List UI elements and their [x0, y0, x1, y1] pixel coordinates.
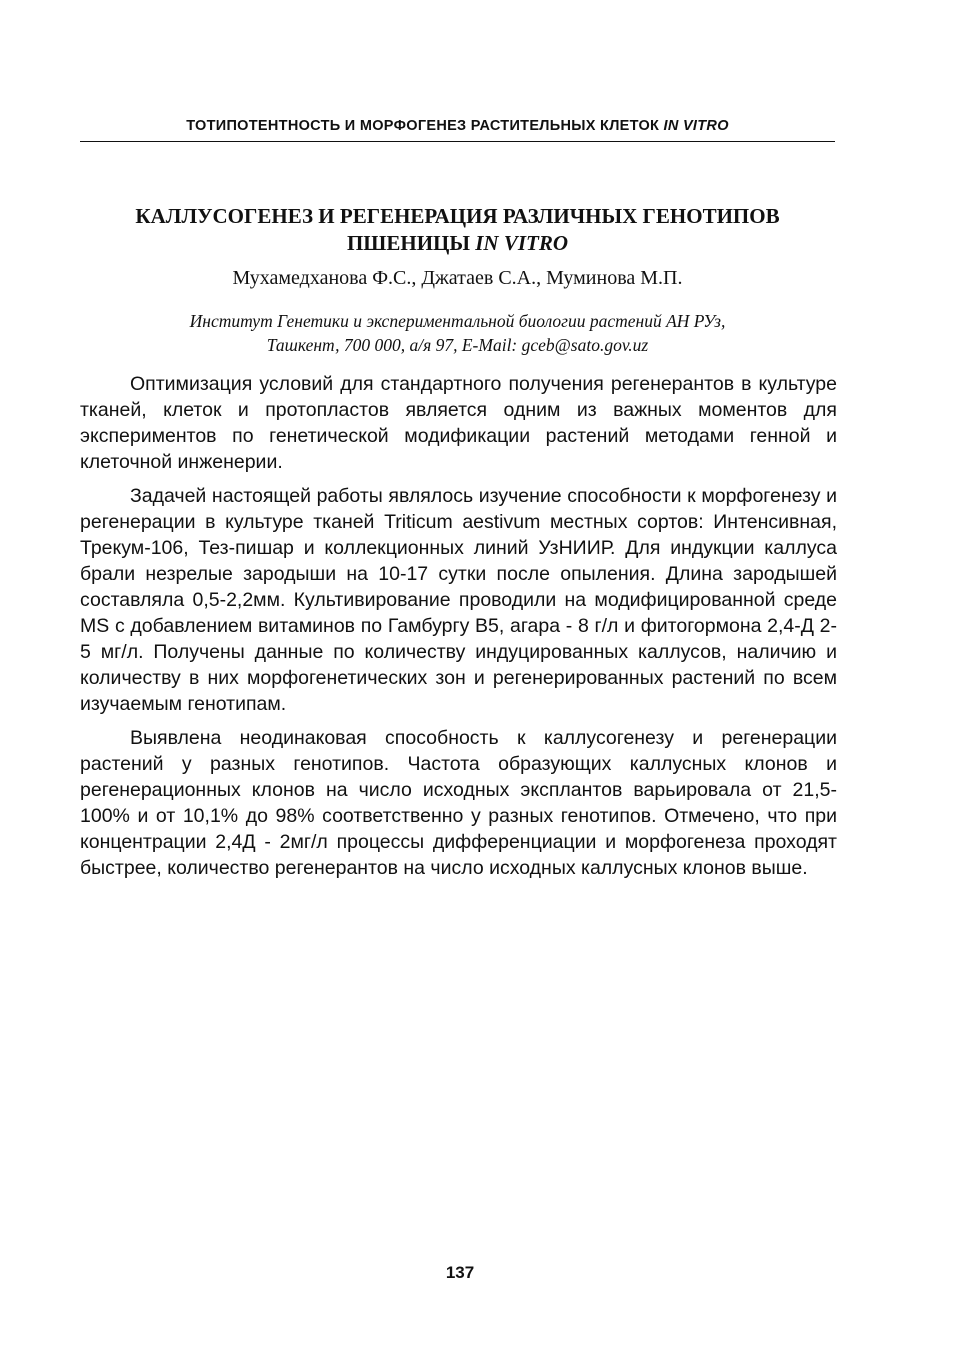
- header-rule: [80, 141, 835, 142]
- article-title: [80, 203, 835, 257]
- affiliation-line-2: Ташкент, 700 000, а/я 97, E-Mail: gceb@sato.gov.uz: [266, 335, 649, 355]
- title-italic: IN VITRO: [475, 231, 569, 255]
- paragraph-1: Оптимизация условий для стандартного получения регенерантов в культуре тканей, клеток и протопластов является одним из важных моментов для экспериментов по генетической модификации растений методами генной и клеточной инженерии.: [80, 373, 837, 473]
- running-header: [80, 118, 835, 134]
- affiliation: [80, 309, 835, 357]
- paragraph-3: Выявлена неодинаковая способность к каллусогенезу и регенерации растений у разных генотипов. Частота образующих каллусных клонов и регенерационных клонов на число исходных эксплантов варьировала от 21,5-100% и от 10,1% до 98% соответственно у разных генотипов. Отмечено, что при концентрации 2,4Д - 2мг/л процессы дифференциации и морфогенеза проходят быстрее, количество регенерантов на число исходных каллусных клонов выше.: [80, 727, 837, 879]
- title-line-2: [80, 230, 835, 257]
- affiliation-line-1: Институт Генетики и экспериментальной биологии растений АН РУз,: [189, 311, 726, 331]
- title-line-2-text: ПШЕНИЦЫ: [346, 231, 470, 255]
- page-number: 137: [445, 1263, 475, 1282]
- authors: Мухамедханова Ф.С., Джатаев С.А., Муминова М.П.: [232, 267, 683, 289]
- title-line-1: КАЛЛУСОГЕНЕЗ И РЕГЕНЕРАЦИЯ РАЗЛИЧНЫХ ГЕНОТИПОВ: [135, 204, 780, 228]
- paragraph-2: Задачей настоящей работы являлось изучение способности к морфогенезу и регенерации в культуре тканей Triticum aestivum местных сортов: Интенсивная, Трекум-106, Тез-пишар и коллекционных линий УзНИИР. Для индукции каллуса брали незрелые зародыши на 10-17 сутки после опыления. Длина зародышей составляла 0,5-2,2мм. Культивирование проводили на модифицированной среде MS с добавлением витаминов по Гамбургу B5, агара - 8 г/л и фитогормона 2,4-Д 2-5 мг/л. Получены данные по количеству индуцированных каллусов, наличию и количеству в них морфогенетических зон и регенерированных растений по всем изучаемым генотипам.: [80, 485, 837, 715]
- running-header-italic: IN VITRO: [663, 118, 729, 134]
- running-header-text: ТОТИПОТЕНТНОСТЬ И МОРФОГЕНЕЗ РАСТИТЕЛЬНЫХ КЛЕТОК: [186, 118, 660, 134]
- article-body: [80, 371, 837, 889]
